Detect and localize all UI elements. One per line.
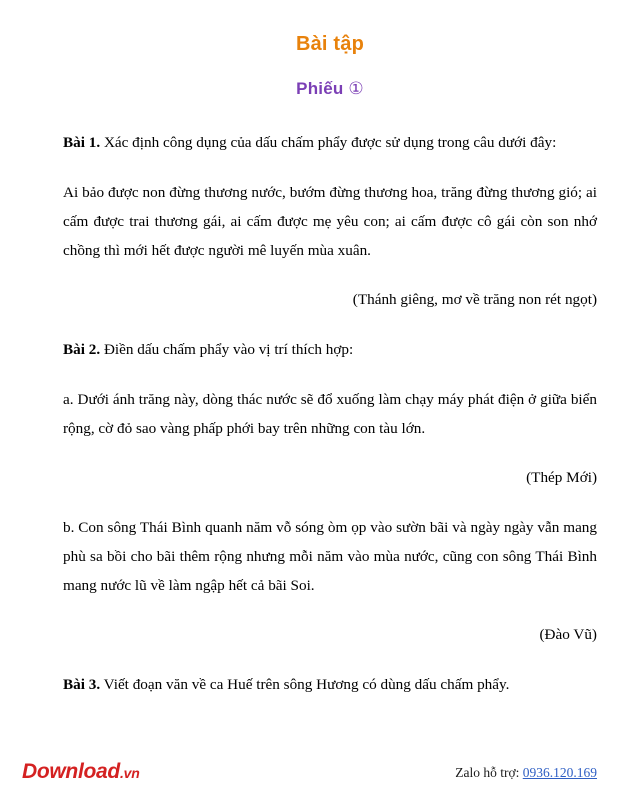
exercise-2-prompt	[63, 314, 597, 364]
exercise-3-label: Bài 3.	[63, 676, 101, 693]
circled-one-icon: ①	[348, 79, 364, 99]
exercise-1-prompt-text: Xác định công dụng của dấu chấm phẩy được sử dụng trong câu dưới đây:	[100, 134, 557, 151]
logo-tld: .vn	[119, 765, 140, 781]
exercise-3-prompt-text: Viết đoạn văn về ca Huế trên sông Hương có dùng dấu chấm phẩy.	[100, 676, 510, 693]
exercise-2-attribution-a: (Thép Mới)	[526, 469, 597, 486]
exercise-1-attribution: (Thánh giêng, mơ về trăng non rét ngọt)	[352, 291, 597, 308]
exercise-1-prompt	[63, 99, 597, 157]
subtitle-label: Phiếu	[296, 79, 344, 98]
page-footer	[0, 746, 638, 802]
exercise-2-prompt-text: Điền dấu chấm phẩy vào vị trí thích hợp:	[100, 341, 354, 358]
logo-name: Download	[22, 760, 120, 783]
exercise-2-part-a: a. Dưới ánh trăng này, dòng thác nước sẽ đổ xuống làm chạy máy phát điện ở giữa biển rộng, cờ đỏ sao vàng phấp phới bay trên những con tàu lớn.	[63, 391, 597, 437]
exercise-1-label: Bài 1.	[63, 134, 101, 151]
download-vn-logo[interactable]	[22, 760, 140, 784]
exercise-2-part-b: b. Con sông Thái Bình quanh năm vỗ sóng òm ọp vào sườn bãi và ngày ngày vẫn mang phù sa bồi cho bãi thêm rộng nhưng mỗi năm vào mùa nước, cũng con sông Thái Bình mang nước lũ về làm ngập hết cả bãi Soi.	[63, 519, 597, 594]
zalo-label: Zalo hỗ trợ:	[455, 765, 523, 780]
exercise-2-attribution-b: (Đào Vũ)	[539, 626, 597, 643]
exercise-2-label: Bài 2.	[63, 341, 101, 358]
document-content	[63, 0, 597, 699]
page-title: Bài tập	[295, 33, 365, 55]
exercise-1-body: Ai bảo được non đừng thương nước, bướm đừng thương hoa, trăng đừng thương gió; ai cấm được trai thương gái, ai cấm được mẹ yêu con; ai cấm được cô gái còn son nhớ chồng thì mới hết được người mê luyến mùa xuân.	[63, 184, 597, 259]
page-subtitle	[63, 56, 597, 99]
zalo-support	[455, 765, 597, 781]
zalo-phone-link[interactable]: 0936.120.169	[522, 765, 597, 780]
exercise-3-prompt	[63, 649, 597, 699]
